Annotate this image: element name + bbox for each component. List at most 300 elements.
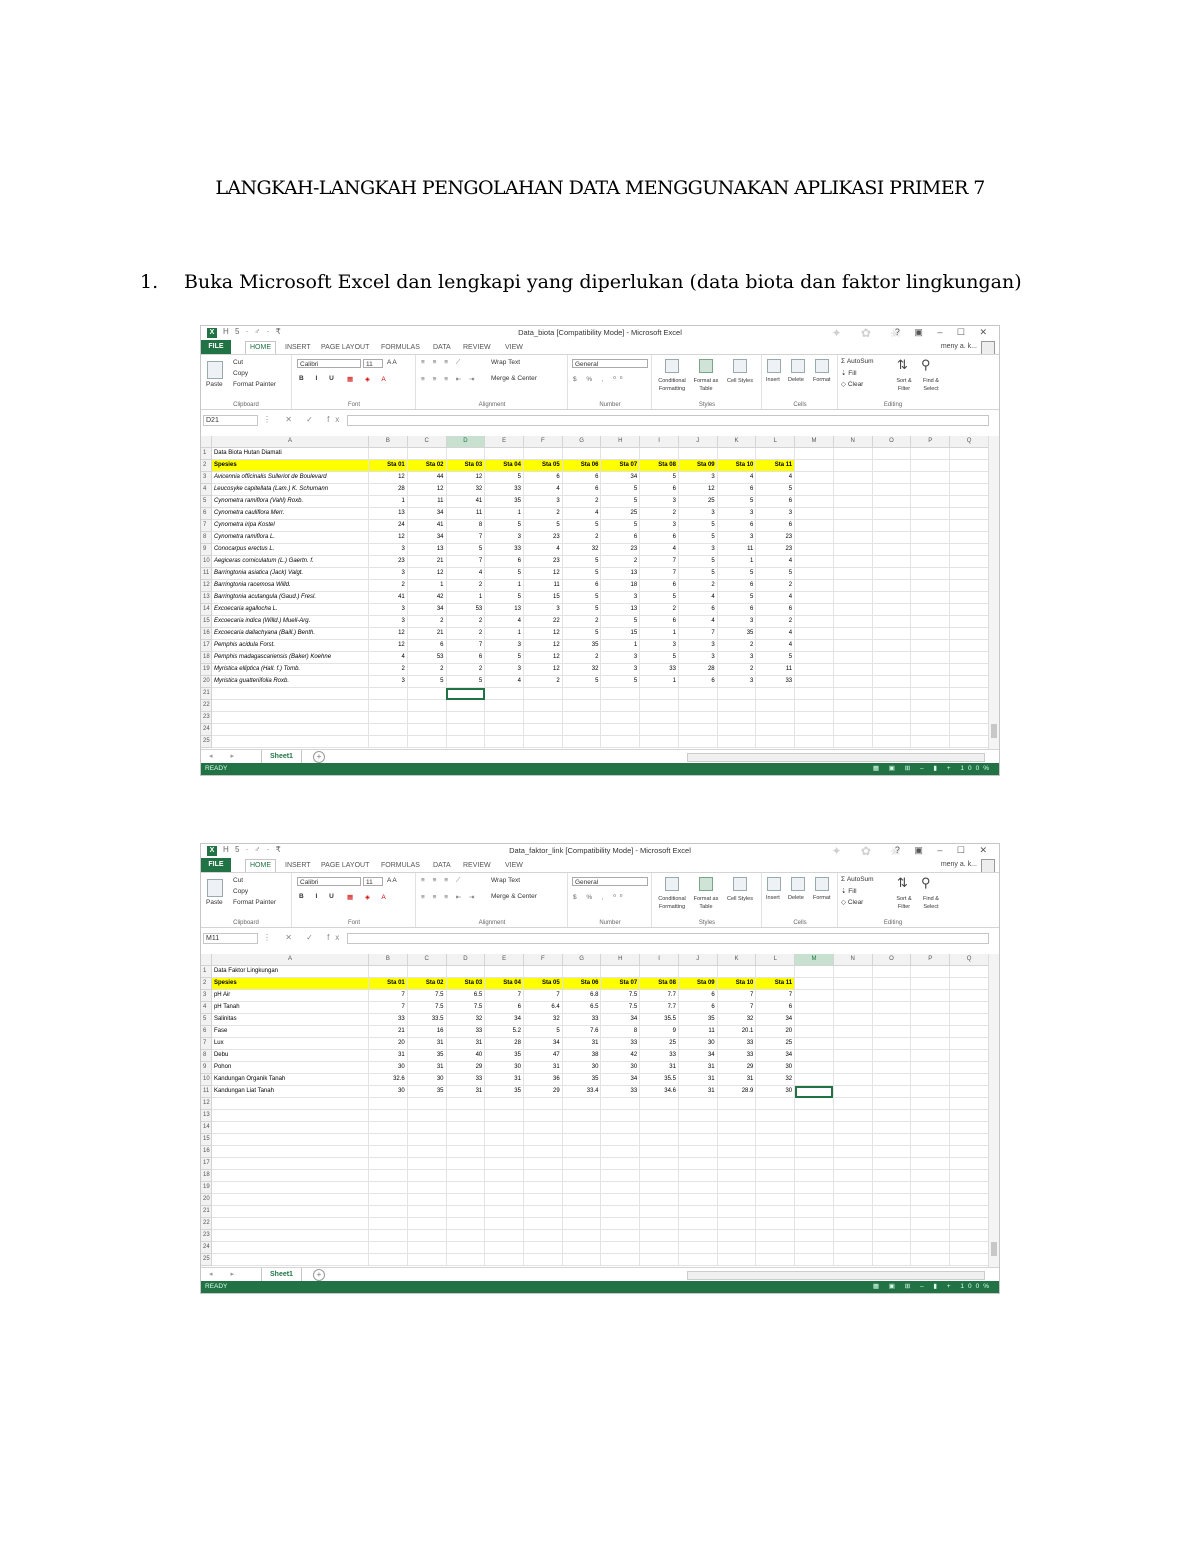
- header-cell[interactable]: Sta 10: [717, 978, 756, 990]
- empty-cell[interactable]: [523, 1146, 562, 1158]
- data-cell[interactable]: Aegiceras corniculatum (L.) Gaertn. f.: [211, 556, 368, 568]
- data-cell[interactable]: 30: [369, 1062, 408, 1074]
- cut-button[interactable]: Cut: [233, 359, 244, 366]
- data-cell[interactable]: 2: [640, 508, 679, 520]
- data-cell[interactable]: 31: [369, 1050, 408, 1062]
- empty-cell[interactable]: [795, 1254, 834, 1266]
- empty-cell[interactable]: [911, 1146, 950, 1158]
- data-cell[interactable]: 29: [717, 1062, 756, 1074]
- empty-cell[interactable]: [601, 736, 640, 748]
- font-size-select[interactable]: 11: [363, 359, 383, 368]
- data-cell[interactable]: 2: [562, 532, 601, 544]
- empty-cell[interactable]: [407, 1158, 446, 1170]
- empty-cell[interactable]: [911, 688, 950, 700]
- font-size-select[interactable]: 11: [363, 877, 383, 886]
- data-cell[interactable]: 35: [678, 1014, 717, 1026]
- empty-cell[interactable]: [950, 640, 989, 652]
- data-cell[interactable]: 3: [369, 616, 408, 628]
- row-header[interactable]: 14: [201, 1122, 211, 1134]
- empty-cell[interactable]: [872, 1026, 911, 1038]
- tab-formulas[interactable]: FORMULAS: [381, 344, 420, 351]
- empty-cell[interactable]: [485, 1170, 524, 1182]
- empty-cell[interactable]: [211, 724, 368, 736]
- data-cell[interactable]: 7: [717, 1002, 756, 1014]
- empty-cell[interactable]: [407, 1170, 446, 1182]
- data-cell[interactable]: 34: [601, 1074, 640, 1086]
- empty-cell[interactable]: [601, 1242, 640, 1254]
- empty-cell[interactable]: [407, 966, 446, 978]
- empty-cell[interactable]: [485, 1158, 524, 1170]
- data-cell[interactable]: 33: [601, 1086, 640, 1098]
- empty-cell[interactable]: [407, 1242, 446, 1254]
- empty-cell[interactable]: [911, 1206, 950, 1218]
- data-cell[interactable]: 20.1: [717, 1026, 756, 1038]
- number-format-select[interactable]: General: [572, 359, 648, 368]
- empty-cell[interactable]: [678, 448, 717, 460]
- empty-cell[interactable]: [485, 1146, 524, 1158]
- empty-cell[interactable]: [872, 1122, 911, 1134]
- data-cell[interactable]: 28.9: [717, 1086, 756, 1098]
- empty-cell[interactable]: [640, 688, 679, 700]
- data-cell[interactable]: 53: [446, 604, 485, 616]
- name-box[interactable]: M11: [203, 933, 258, 944]
- empty-cell[interactable]: [911, 520, 950, 532]
- empty-cell[interactable]: [833, 978, 872, 990]
- empty-cell[interactable]: [211, 1218, 368, 1230]
- window-controls[interactable]: ? ▣ – ☐ ✕: [894, 845, 993, 855]
- empty-cell[interactable]: [678, 736, 717, 748]
- data-cell[interactable]: Barringtonia asiatica (Jack) Valgt.: [211, 568, 368, 580]
- data-cell[interactable]: 2: [446, 580, 485, 592]
- empty-cell[interactable]: [950, 568, 989, 580]
- header-cell[interactable]: Sta 05: [523, 460, 562, 472]
- row-header[interactable]: 6: [201, 508, 211, 520]
- empty-cell[interactable]: [211, 736, 368, 748]
- empty-cell[interactable]: [562, 1098, 601, 1110]
- data-cell[interactable]: 23: [756, 532, 795, 544]
- empty-cell[interactable]: [446, 1122, 485, 1134]
- row-header[interactable]: 3: [201, 990, 211, 1002]
- data-cell[interactable]: 1: [446, 592, 485, 604]
- empty-cell[interactable]: [678, 1134, 717, 1146]
- empty-cell[interactable]: [795, 640, 834, 652]
- empty-cell[interactable]: [872, 1038, 911, 1050]
- data-cell[interactable]: 2: [717, 664, 756, 676]
- empty-cell[interactable]: [717, 1170, 756, 1182]
- empty-cell[interactable]: [211, 1158, 368, 1170]
- insert-cells-icon[interactable]: [767, 877, 781, 891]
- empty-cell[interactable]: [601, 1146, 640, 1158]
- column-header-k[interactable]: K: [717, 954, 756, 966]
- empty-cell[interactable]: [911, 1242, 950, 1254]
- data-cell[interactable]: 5: [756, 568, 795, 580]
- empty-cell[interactable]: [523, 1218, 562, 1230]
- data-cell[interactable]: 32: [756, 1074, 795, 1086]
- copy-button[interactable]: Copy: [233, 888, 249, 895]
- bold-italic-underline-icon[interactable]: B I U: [299, 375, 339, 382]
- empty-cell[interactable]: [911, 966, 950, 978]
- row-header[interactable]: 20: [201, 676, 211, 688]
- empty-cell[interactable]: [833, 1122, 872, 1134]
- empty-cell[interactable]: [833, 1170, 872, 1182]
- empty-cell[interactable]: [872, 1206, 911, 1218]
- empty-cell[interactable]: [950, 580, 989, 592]
- data-cell[interactable]: 12: [369, 472, 408, 484]
- data-cell[interactable]: 3: [640, 520, 679, 532]
- paste-icon[interactable]: [207, 879, 223, 897]
- data-cell[interactable]: 15: [523, 592, 562, 604]
- data-cell[interactable]: 32: [562, 664, 601, 676]
- empty-cell[interactable]: [601, 966, 640, 978]
- empty-cell[interactable]: [872, 700, 911, 712]
- column-header-n[interactable]: N: [833, 436, 872, 448]
- empty-cell[interactable]: [911, 1038, 950, 1050]
- row-header[interactable]: 1: [201, 448, 211, 460]
- empty-cell[interactable]: [872, 1194, 911, 1206]
- empty-cell[interactable]: [601, 1110, 640, 1122]
- empty-cell[interactable]: [407, 1182, 446, 1194]
- empty-cell[interactable]: [562, 1122, 601, 1134]
- empty-cell[interactable]: [950, 1254, 989, 1266]
- data-cell[interactable]: 6: [485, 1002, 524, 1014]
- empty-cell[interactable]: [717, 1254, 756, 1266]
- empty-cell[interactable]: [446, 1218, 485, 1230]
- empty-cell[interactable]: [756, 688, 795, 700]
- delete-cells-icon[interactable]: [791, 359, 805, 373]
- empty-cell[interactable]: [833, 628, 872, 640]
- empty-cell[interactable]: [369, 1242, 408, 1254]
- empty-cell[interactable]: [795, 1242, 834, 1254]
- empty-cell[interactable]: [833, 604, 872, 616]
- empty-cell[interactable]: [950, 966, 989, 978]
- data-cell[interactable]: 42: [407, 592, 446, 604]
- empty-cell[interactable]: [950, 472, 989, 484]
- data-cell[interactable]: 5: [562, 676, 601, 688]
- data-cell[interactable]: 6: [485, 556, 524, 568]
- data-cell[interactable]: 25: [601, 508, 640, 520]
- empty-cell[interactable]: [446, 1134, 485, 1146]
- empty-cell[interactable]: [756, 712, 795, 724]
- empty-cell[interactable]: [795, 1098, 834, 1110]
- sheet-title-cell[interactable]: Data Biota Hutan Diamati: [211, 448, 368, 460]
- empty-cell[interactable]: [833, 568, 872, 580]
- column-header-n[interactable]: N: [833, 954, 872, 966]
- data-cell[interactable]: 3: [717, 532, 756, 544]
- empty-cell[interactable]: [950, 1206, 989, 1218]
- data-cell[interactable]: Debu: [211, 1050, 368, 1062]
- empty-cell[interactable]: [523, 1110, 562, 1122]
- empty-cell[interactable]: [446, 1254, 485, 1266]
- align-left-icon[interactable]: ≡ ≡ ≡ ⇤ ⇥: [421, 894, 478, 901]
- empty-cell[interactable]: [872, 712, 911, 724]
- empty-cell[interactable]: [211, 1110, 368, 1122]
- header-cell[interactable]: Sta 07: [601, 978, 640, 990]
- data-cell[interactable]: 30: [756, 1062, 795, 1074]
- row-header[interactable]: 16: [201, 1146, 211, 1158]
- data-cell[interactable]: 6: [640, 580, 679, 592]
- empty-cell[interactable]: [872, 532, 911, 544]
- data-cell[interactable]: 2: [717, 640, 756, 652]
- empty-cell[interactable]: [911, 604, 950, 616]
- empty-cell[interactable]: [950, 724, 989, 736]
- conditional-formatting-icon[interactable]: [665, 359, 679, 373]
- data-cell[interactable]: 3: [678, 640, 717, 652]
- empty-cell[interactable]: [872, 688, 911, 700]
- empty-cell[interactable]: [485, 724, 524, 736]
- empty-cell[interactable]: [911, 700, 950, 712]
- format-cells-icon[interactable]: [815, 877, 829, 891]
- tab-data[interactable]: DATA: [433, 862, 451, 869]
- empty-cell[interactable]: [562, 1110, 601, 1122]
- data-cell[interactable]: 4: [562, 508, 601, 520]
- header-cell[interactable]: Sta 09: [678, 978, 717, 990]
- empty-cell[interactable]: [795, 1158, 834, 1170]
- empty-cell[interactable]: [523, 712, 562, 724]
- insert-button[interactable]: Insert: [766, 895, 780, 901]
- empty-cell[interactable]: [446, 1158, 485, 1170]
- header-cell[interactable]: Spesies: [211, 460, 368, 472]
- empty-cell[interactable]: [523, 1098, 562, 1110]
- view-zoom-controls[interactable]: ▦ ▣ ⊞ – ▮ + 100%: [872, 1283, 993, 1290]
- data-cell[interactable]: 28: [678, 664, 717, 676]
- empty-cell[interactable]: [407, 700, 446, 712]
- data-cell[interactable]: 5: [485, 592, 524, 604]
- data-cell[interactable]: Avicennia officinalis Sulleriot de Boulevard: [211, 472, 368, 484]
- data-cell[interactable]: 30: [485, 1062, 524, 1074]
- data-cell[interactable]: 30: [678, 1038, 717, 1050]
- empty-cell[interactable]: [717, 1158, 756, 1170]
- row-header[interactable]: 20: [201, 1194, 211, 1206]
- empty-cell[interactable]: [795, 724, 834, 736]
- data-cell[interactable]: 5: [640, 592, 679, 604]
- empty-cell[interactable]: [872, 652, 911, 664]
- empty-cell[interactable]: [678, 1218, 717, 1230]
- cell-styles-icon[interactable]: [733, 877, 747, 891]
- data-cell[interactable]: 5: [485, 568, 524, 580]
- empty-cell[interactable]: [950, 460, 989, 472]
- data-cell[interactable]: 5: [407, 676, 446, 688]
- data-cell[interactable]: 7: [717, 990, 756, 1002]
- empty-cell[interactable]: [485, 736, 524, 748]
- formula-icons[interactable]: ⋮ ✕ ✓ fx: [263, 415, 346, 424]
- empty-cell[interactable]: [717, 1098, 756, 1110]
- data-cell[interactable]: 5: [678, 556, 717, 568]
- data-cell[interactable]: 2: [562, 652, 601, 664]
- data-cell[interactable]: 3: [678, 652, 717, 664]
- empty-cell[interactable]: [795, 1182, 834, 1194]
- data-cell[interactable]: 5: [601, 616, 640, 628]
- data-cell[interactable]: 6: [407, 640, 446, 652]
- row-header[interactable]: 5: [201, 496, 211, 508]
- empty-cell[interactable]: [756, 1110, 795, 1122]
- data-cell[interactable]: 5: [485, 472, 524, 484]
- data-cell[interactable]: 31: [407, 1038, 446, 1050]
- format-cells-icon[interactable]: [815, 359, 829, 373]
- data-cell[interactable]: 1: [640, 628, 679, 640]
- empty-cell[interactable]: [562, 448, 601, 460]
- empty-cell[interactable]: [795, 700, 834, 712]
- data-cell[interactable]: 12: [523, 652, 562, 664]
- data-cell[interactable]: 2: [756, 616, 795, 628]
- data-cell[interactable]: 7.5: [601, 990, 640, 1002]
- empty-cell[interactable]: [795, 1122, 834, 1134]
- data-cell[interactable]: 23: [369, 556, 408, 568]
- empty-cell[interactable]: [833, 966, 872, 978]
- empty-cell[interactable]: [640, 1122, 679, 1134]
- data-cell[interactable]: 31: [640, 1062, 679, 1074]
- row-header[interactable]: 18: [201, 1170, 211, 1182]
- empty-cell[interactable]: [950, 532, 989, 544]
- empty-cell[interactable]: [640, 1206, 679, 1218]
- data-cell[interactable]: 2: [369, 664, 408, 676]
- empty-cell[interactable]: [717, 1182, 756, 1194]
- empty-cell[interactable]: [523, 448, 562, 460]
- empty-cell[interactable]: [911, 1086, 950, 1098]
- data-cell[interactable]: 47: [523, 1050, 562, 1062]
- data-cell[interactable]: 5: [562, 604, 601, 616]
- empty-cell[interactable]: [640, 724, 679, 736]
- sort-filter-icon[interactable]: ⇅: [897, 357, 908, 372]
- empty-cell[interactable]: [407, 1230, 446, 1242]
- data-cell[interactable]: 6: [523, 472, 562, 484]
- data-cell[interactable]: 31: [485, 1074, 524, 1086]
- empty-cell[interactable]: [795, 1218, 834, 1230]
- empty-cell[interactable]: [369, 1146, 408, 1158]
- tab-home[interactable]: HOME: [245, 859, 276, 872]
- empty-cell[interactable]: [795, 736, 834, 748]
- empty-cell[interactable]: [950, 1170, 989, 1182]
- align-top-icon[interactable]: ≡ ≡ ≡ ⟋: [421, 359, 464, 366]
- data-cell[interactable]: 34: [485, 1014, 524, 1026]
- header-cell[interactable]: Spesies: [211, 978, 368, 990]
- empty-cell[interactable]: [872, 1170, 911, 1182]
- data-cell[interactable]: 1: [485, 508, 524, 520]
- empty-cell[interactable]: [795, 1170, 834, 1182]
- data-cell[interactable]: 7.5: [446, 1002, 485, 1014]
- format-as-table-icon[interactable]: [699, 359, 713, 373]
- data-cell[interactable]: 7: [446, 640, 485, 652]
- empty-cell[interactable]: [795, 604, 834, 616]
- align-left-icon[interactable]: ≡ ≡ ≡ ⇤ ⇥: [421, 376, 478, 383]
- empty-cell[interactable]: [407, 1134, 446, 1146]
- column-header-p[interactable]: P: [911, 436, 950, 448]
- empty-cell[interactable]: [211, 1194, 368, 1206]
- empty-cell[interactable]: [833, 1182, 872, 1194]
- data-cell[interactable]: 32: [446, 484, 485, 496]
- format-button[interactable]: Format: [813, 895, 831, 901]
- data-cell[interactable]: 3: [717, 652, 756, 664]
- empty-cell[interactable]: [833, 1146, 872, 1158]
- data-cell[interactable]: Excoecaria indica (Willd.) Muell-Arg.: [211, 616, 368, 628]
- empty-cell[interactable]: [523, 1158, 562, 1170]
- data-cell[interactable]: 4: [717, 472, 756, 484]
- empty-cell[interactable]: [446, 966, 485, 978]
- sheet-tab-sheet1[interactable]: Sheet1: [261, 750, 302, 764]
- row-header[interactable]: 2: [201, 460, 211, 472]
- empty-cell[interactable]: [833, 1062, 872, 1074]
- data-cell[interactable]: 40: [446, 1050, 485, 1062]
- empty-cell[interactable]: [562, 1182, 601, 1194]
- empty-cell[interactable]: [407, 1194, 446, 1206]
- empty-cell[interactable]: [911, 1230, 950, 1242]
- empty-cell[interactable]: [795, 966, 834, 978]
- data-cell[interactable]: Excoecaria dallachyana (Baill.) Benth.: [211, 628, 368, 640]
- empty-cell[interactable]: [950, 1122, 989, 1134]
- empty-cell[interactable]: [795, 688, 834, 700]
- empty-cell[interactable]: [872, 520, 911, 532]
- column-header-j[interactable]: J: [678, 436, 717, 448]
- data-cell[interactable]: 2: [369, 580, 408, 592]
- data-cell[interactable]: 33: [562, 1014, 601, 1026]
- data-cell[interactable]: 33: [485, 484, 524, 496]
- empty-cell[interactable]: [872, 1134, 911, 1146]
- empty-cell[interactable]: [950, 978, 989, 990]
- empty-cell[interactable]: [640, 1110, 679, 1122]
- row-header[interactable]: 12: [201, 1098, 211, 1110]
- header-cell[interactable]: Sta 07: [601, 460, 640, 472]
- row-header[interactable]: 13: [201, 592, 211, 604]
- empty-cell[interactable]: [872, 1110, 911, 1122]
- empty-cell[interactable]: [833, 484, 872, 496]
- empty-cell[interactable]: [911, 472, 950, 484]
- data-cell[interactable]: 5: [678, 568, 717, 580]
- empty-cell[interactable]: [211, 1134, 368, 1146]
- empty-cell[interactable]: [795, 496, 834, 508]
- empty-cell[interactable]: [911, 1134, 950, 1146]
- font-name-select[interactable]: Calibri: [297, 359, 361, 368]
- formula-input[interactable]: [347, 933, 989, 944]
- data-cell[interactable]: 5: [485, 520, 524, 532]
- empty-cell[interactable]: [640, 1194, 679, 1206]
- empty-cell[interactable]: [833, 1098, 872, 1110]
- data-cell[interactable]: 5: [640, 652, 679, 664]
- delete-button[interactable]: Delete: [788, 377, 804, 383]
- empty-cell[interactable]: [911, 1254, 950, 1266]
- row-header[interactable]: 23: [201, 1230, 211, 1242]
- data-cell[interactable]: 3: [369, 604, 408, 616]
- empty-cell[interactable]: [833, 712, 872, 724]
- empty-cell[interactable]: [795, 448, 834, 460]
- row-header[interactable]: 11: [201, 1086, 211, 1098]
- vertical-scrollbar[interactable]: [988, 954, 999, 1269]
- cell-styles-icon[interactable]: [733, 359, 747, 373]
- empty-cell[interactable]: [795, 628, 834, 640]
- data-cell[interactable]: 12: [407, 568, 446, 580]
- data-cell[interactable]: Cynometra ramiflora (Vahl) Roxb.: [211, 496, 368, 508]
- format-as-table-icon[interactable]: [699, 877, 713, 891]
- row-header[interactable]: 21: [201, 1206, 211, 1218]
- row-header[interactable]: 2: [201, 978, 211, 990]
- empty-cell[interactable]: [369, 1230, 408, 1242]
- empty-cell[interactable]: [872, 508, 911, 520]
- data-cell[interactable]: Myristica elliptica (Hall. f.) Tomb.: [211, 664, 368, 676]
- empty-cell[interactable]: [795, 990, 834, 1002]
- autosum-button[interactable]: Σ AutoSum: [841, 358, 874, 365]
- empty-cell[interactable]: [795, 568, 834, 580]
- empty-cell[interactable]: [562, 1194, 601, 1206]
- empty-cell[interactable]: [795, 484, 834, 496]
- conditional-formatting-button[interactable]: Conditional Formatting: [658, 378, 686, 392]
- format-button[interactable]: Format: [813, 377, 831, 383]
- empty-cell[interactable]: [872, 628, 911, 640]
- column-header-o[interactable]: O: [872, 436, 911, 448]
- empty-cell[interactable]: [795, 472, 834, 484]
- empty-cell[interactable]: [601, 448, 640, 460]
- empty-cell[interactable]: [872, 1230, 911, 1242]
- data-cell[interactable]: 1: [640, 676, 679, 688]
- empty-cell[interactable]: [678, 1194, 717, 1206]
- empty-cell[interactable]: [717, 1146, 756, 1158]
